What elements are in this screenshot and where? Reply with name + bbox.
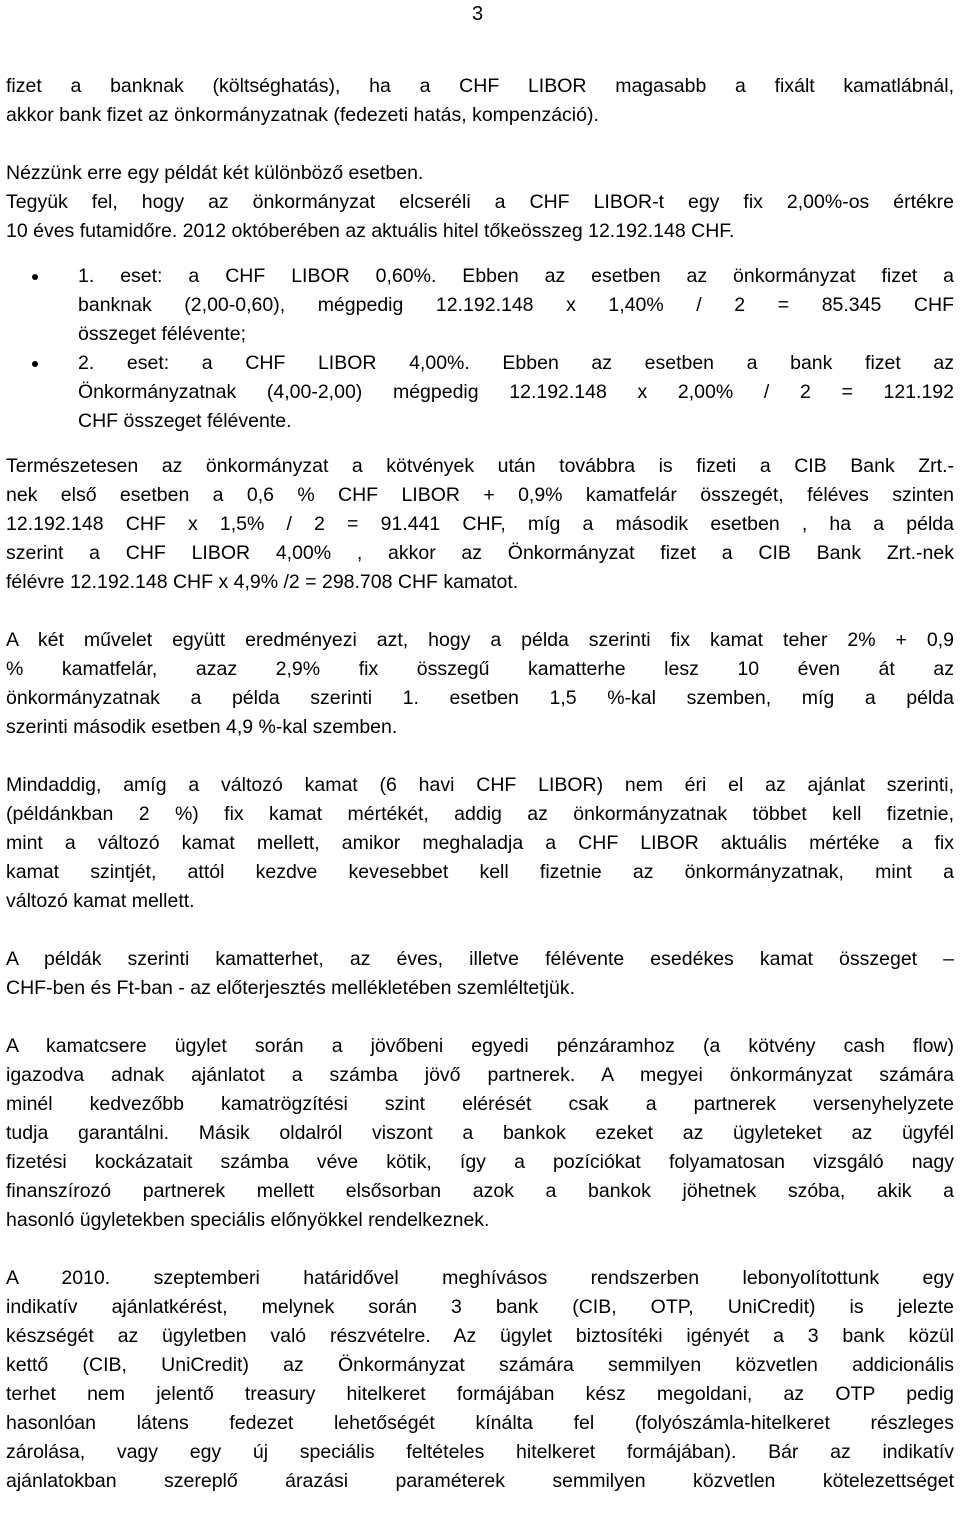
example-paragraph (6, 159, 954, 246)
text-line: minél kedvezőbb kamatrögzítési szint elérését csak a partnerek versenyhelyzete (6, 1093, 954, 1115)
paragraph-indicative-offers (6, 1264, 954, 1496)
text-line: 2. eset: a CHF LIBOR 4,00%. Ebben az esetben a bank fizet az (78, 352, 954, 374)
paragraph-variable-rate (6, 771, 954, 916)
text-line: összeget félévente; (78, 323, 247, 345)
text-line: fizetési kockázatait számba véve kötik, így a pozíciókat folyamatosan vizsgáló nagy (6, 1151, 954, 1173)
text-line: 10 éves futamidőre. 2012 októberében az aktuális hitel tőkeösszeg 12.192.148 CHF. (6, 220, 735, 242)
text-line: kamat szintjét, attól kezdve kevesebbet kell fizetnie az önkormányzatnak, mint a (6, 861, 954, 883)
bullet-list (6, 262, 954, 436)
text-line: 12.192.148 CHF x 1,5% / 2 = 91.441 CHF, míg a második esetben , ha a példa (6, 513, 954, 535)
paragraph-spacer (6, 1235, 954, 1264)
paragraph-bond-payments (6, 452, 954, 597)
text-line: Mindaddig, amíg a változó kamat (6 havi CHF LIBOR) nem éri el az ajánlat szerinti, (6, 774, 954, 796)
text-line: CHF-ben és Ft-ban - az előterjesztés mellékletében szemléltetjük. (6, 977, 575, 999)
text-line: terhet nem jelentő treasury hitelkeret formájában kész megoldani, az OTP pedig (6, 1383, 954, 1405)
text-line: A két művelet együtt eredményezi azt, hogy a példa szerinti fix kamat teher 2% + 0,9 (6, 629, 954, 651)
paragraph-swap-partners (6, 1032, 954, 1235)
bullet-icon (32, 361, 38, 367)
text-line: zárolása, vagy egy új speciális feltételes hitelkeret formájában). Bár az indikatív (6, 1441, 954, 1463)
paragraph-examples-annex (6, 945, 954, 1003)
text-line: Nézzünk erre egy példát két különböző esetben. (6, 162, 424, 184)
text-line: finanszírozó partnerek mellett elsősorban azok a bankok jöhetnek szóba, akik a (6, 1180, 954, 1202)
paragraph-spacer (6, 916, 954, 945)
text-line: A kamatcsere ügylet során a jövőbeni egyedi pénzáramhoz (a kötvény cash flow) (6, 1035, 954, 1057)
text-line: kettő (CIB, UniCredit) az Önkormányzat számára semmilyen közvetlen addicionális (6, 1354, 954, 1376)
bullet-item-case-1 (6, 262, 954, 349)
text-line: (példánkban 2 %) fix kamat mértékét, addig az önkormányzatnak többet kell fizetnie, (6, 803, 954, 825)
bullet-icon (32, 274, 38, 280)
bullet-item-case-2 (6, 349, 954, 436)
page-number: 3 (472, 3, 484, 25)
text-line: indikatív ajánlatkérést, melynek során 3 bank (CIB, OTP, UniCredit) is jelezte (6, 1296, 954, 1318)
paragraph-spacer (6, 246, 954, 262)
intro-paragraph (6, 72, 954, 130)
text-line: szerint a CHF LIBOR 4,00% , akkor az Önkormányzat fizet a CIB Bank Zrt.-nek (6, 542, 954, 564)
paragraph-combined-result (6, 626, 954, 742)
paragraph-spacer (6, 1003, 954, 1032)
text-line: A 2010. szeptemberi határidővel meghívásos rendszerben lebonyolítottunk egy (6, 1267, 954, 1289)
text-line: mint a változó kamat mellett, amikor meghaladja a CHF LIBOR aktuális mértéke a fix (6, 832, 954, 854)
text-line: A példák szerinti kamatterhet, az éves, illetve félévente esedékes kamat összeget – (6, 948, 954, 970)
text-line: Önkormányzatnak (4,00-2,00) mégpedig 12.192.148 x 2,00% / 2 = 121.192 (78, 381, 954, 403)
text-line: nek első esetben a 0,6 % CHF LIBOR + 0,9% kamatfelár összegét, féléves szinten (6, 484, 954, 506)
text-line: fizet a banknak (költséghatás), ha a CHF LIBOR magasabb a fixált kamatlábnál, (6, 75, 954, 97)
text-line: % kamatfelár, azaz 2,9% fix összegű kamatterhe lesz 10 éven át az (6, 658, 954, 680)
document-body (6, 72, 954, 1496)
text-line: Természetesen az önkormányzat a kötvények után továbbra is fizeti a CIB Bank Zrt.- (6, 455, 954, 477)
paragraph-spacer (6, 742, 954, 771)
text-line: ajánlatokban szereplő árazási paraméterek semmilyen közvetlen kötelezettséget (6, 1470, 954, 1492)
paragraph-spacer (6, 436, 954, 452)
text-line: önkormányzatnak a példa szerinti 1. esetben 1,5 %-kal szemben, míg a példa (6, 687, 954, 709)
text-line: tudja garantálni. Másik oldalról viszont a bankok ezeket az ügyleteket az ügyfél (6, 1122, 954, 1144)
text-line: Tegyük fel, hogy az önkormányzat elcseréli a CHF LIBOR-t egy fix 2,00%-os értékre (6, 191, 954, 213)
text-line: hasonlóan látens fedezet lehetőségét kínálta fel (folyószámla-hitelkeret részleges (6, 1412, 954, 1434)
text-line: hasonló ügyletekben speciális előnyökkel rendelkeznek. (6, 1209, 490, 1231)
text-line: akkor bank fizet az önkormányzatnak (fedezeti hatás, kompenzáció). (6, 104, 599, 126)
text-line: igazodva adnak ajánlatot a számba jövő partnerek. A megyei önkormányzat számára (6, 1064, 954, 1086)
paragraph-spacer (6, 130, 954, 159)
text-line: banknak (2,00-0,60), mégpedig 12.192.148 x 1,40% / 2 = 85.345 CHF (78, 294, 954, 316)
text-line: CHF összeget félévente. (78, 410, 292, 432)
text-line: 1. eset: a CHF LIBOR 0,60%. Ebben az esetben az önkormányzat fizet a (78, 265, 954, 287)
text-line: félévre 12.192.148 CHF x 4,9% /2 = 298.708 CHF kamatot. (6, 571, 519, 593)
text-line: változó kamat mellett. (6, 890, 195, 912)
paragraph-spacer (6, 597, 954, 626)
text-line: szerinti második esetben 4,9 %-kal szemben. (6, 716, 398, 738)
text-line: készségét az ügyletben való részvételre. Az ügylet biztosítéki igényét a 3 bank közül (6, 1325, 954, 1347)
